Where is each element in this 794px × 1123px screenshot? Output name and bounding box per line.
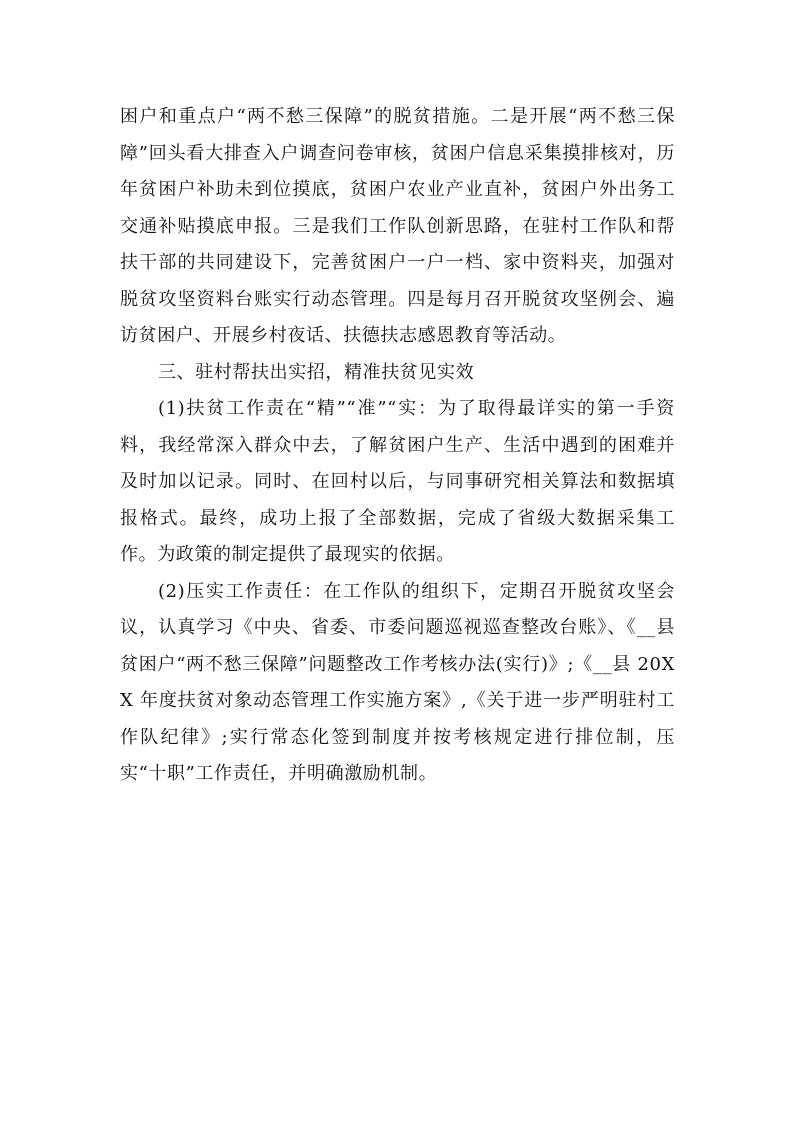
paragraph-continuation: 困户和重点户“两不愁三保障”的脱贫措施。二是开展“两不愁三保障”回头看大排查入户调查问卷审核，贫困户信息采集摸排核对，历年贫困户补助未到位摸底，贫困户农业产业直补，贫困户外出务工交通补贴摸底申报。三是我们工作队创新思路，在驻村工作队和帮扶干部的共同建设下，完善贫困户一户一档、家中资料夹，加强对脱贫攻坚资料台账实行动态管理。四是每月召开脱贫攻坚例会、遍访贫困户、开展乡村夜话、扶德扶志感恩教育等活动。 bbox=[120, 106, 675, 346]
paragraph-item-1: (1)扶贫工作责在“精”“准”“实：为了取得最详实的第一手资料，我经常深入群众中去，了解贫困户生产、生活中遇到的困难并及时加以记录。同时、在回村以后，与同事研究相关算法和数据填报格式。最终，成功上报了全部数据，完成了省级大数据采集工作。为政策的制定提供了最现实的依据。 bbox=[120, 398, 675, 565]
document-body bbox=[120, 99, 675, 793]
paragraph-item-2: (2)压实工作责任：在工作队的组织下，定期召开脱贫攻坚会议，认真学习《中央、省委、市委问题巡视巡查整改台账》、《__县贫困户“两不愁三保障”问题整改工作考核办法(实行)》;《__县 20XX 年度扶贫对象动态管理工作实施方案》,《关于进一步严明驻村工作队纪律》;实行常态化签到制度并按考核规定进行排位制，压实“十职”工作责任，并明确激励机制。 bbox=[120, 580, 675, 784]
section-heading: 三、驻村帮扶出实招，精准扶贫见实效 bbox=[158, 361, 475, 383]
